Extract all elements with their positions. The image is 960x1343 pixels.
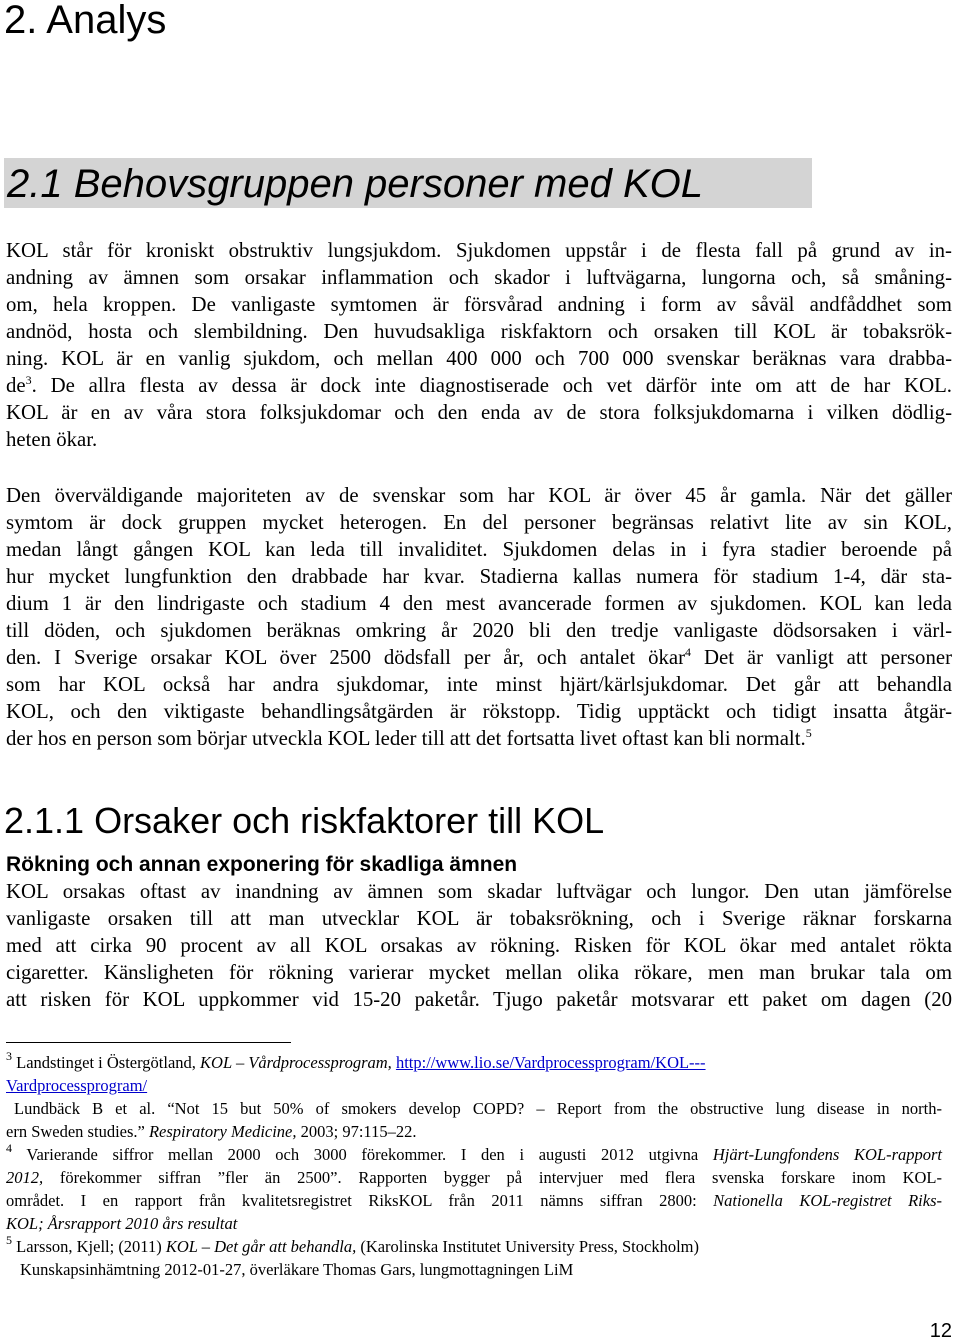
footnote-5-line: Kunskapsinhämtning 2012-01-27, överläkare Thomas Gars, lungmottagningen LiM — [20, 1260, 574, 1279]
text-fragment: ern Sweden studies.” — [6, 1122, 149, 1141]
footnote-ref[interactable]: 5 — [805, 726, 812, 740]
text-line: ning. KOL är en vanlig sjukdom, och mellan 400 000 och 700 000 svenskar beräknas vara drabba- — [6, 347, 952, 370]
subsection-heading: 2.1.1 Orsaker och riskfaktorer till KOL — [4, 800, 605, 841]
text-line: andnöd, hosta och slembildning. Den huvudsakliga riskfaktorn och orsaken till KOL är tobaksrök- — [6, 320, 952, 343]
text-line — [6, 644, 952, 671]
footnote-number: 4 — [6, 1141, 12, 1155]
text-line: medan långt gången KOL kan leda till invaliditet. Sjukdomen delas in i fyra stadier beroende på — [6, 538, 952, 561]
text-line: dium 1 är den lindrigaste och stadium 4 den mest avancerade formen av sjukdomen. KOL kan leda — [6, 592, 952, 615]
text-fragment: 2012, — [6, 1168, 44, 1187]
footnote-3-line: Lundbäck B et al. “Not 15 but 50% of smokers develop COPD? – Report from the obstructive lung disease in north- — [14, 1099, 942, 1118]
footnote-number: 5 — [6, 1233, 12, 1247]
footnote-separator — [6, 1042, 291, 1043]
subsubsection-heading: Rökning och annan exponering för skadliga ämnen — [6, 853, 518, 876]
text-line: cigaretter. Känsligheten för rökning varierar mycket mellan olika rökare, men man brukar tala om — [6, 961, 952, 984]
text-line: KOL är en av våra stora folksjukdomar och den enda av de stora folksjukdomarna i vilken dödlig- — [6, 401, 952, 424]
text-line: som har KOL också har andra sjukdomar, inte minst hjärt/kärlsjukdomar. Det går att behandla — [6, 673, 952, 696]
text-fragment: området. I en rapport från kvalitetsregistret RiksKOL från 2011 nämns siffran 2800: — [6, 1191, 714, 1210]
text-fragment: Larsson, Kjell; (2011) — [12, 1237, 166, 1256]
text-fragment: Hjärt-Lungfondens KOL-rapport — [712, 1145, 942, 1164]
text-line — [6, 372, 952, 399]
text-line: symtom är dock gruppen mycket heterogen. En del personer begränsas relativt lite av sin KOL, — [6, 511, 952, 534]
text-line: KOL, och den viktigaste behandlingsåtgärden är rökstopp. Tidig upptäckt och tidigt insatta åtgär- — [6, 700, 952, 723]
text-line: KOL orsakas oftast av inandning av ämnen som skadar luftvägar och lungor. Den utan jämförelse — [6, 880, 952, 903]
text-fragment: förekommer siffran ”fler än 2500”. Rapporten bygger på intervjuer med flera svenska forskare inom KOL- — [43, 1168, 942, 1187]
footnote-3-line — [6, 1075, 147, 1097]
chapter-heading: 2. Analys — [4, 0, 167, 42]
text-fragment: der hos en person som börjar utveckla KOL leder till att det fortsatta livet oftast kan bli normalt. — [6, 727, 806, 750]
text-line: om, hela kroppen. De vanligaste symtomen är försvårad andning i form av såväl andfåddhet som — [6, 293, 952, 316]
footnote-3 — [6, 1049, 706, 1074]
text-fragment: Landstinget i Östergötland, — [12, 1053, 201, 1072]
text-line: till döden, och sjukdomen beräknas omkring år 2020 bli den tredje vanligaste dödsorsaken i värl- — [6, 619, 952, 642]
footnote-number: 3 — [6, 1049, 12, 1063]
text-fragment: Nationella KOL-registret Riks- — [713, 1191, 942, 1210]
footnote-ref[interactable]: 3 — [25, 373, 32, 387]
text-line: Den överväldigande majoriteten av de svenskar som har KOL är över 45 år gamla. När det gäller — [6, 484, 952, 507]
section-heading: 2.1 Behovsgruppen personer med KOL — [4, 158, 812, 208]
footnote-link[interactable]: http://www.lio.se/Vardprocessprogram/KOL--- — [395, 1053, 706, 1072]
text-line: heten ökar. — [6, 428, 98, 451]
text-line — [6, 725, 812, 752]
text-line: att risken för KOL uppkommer vid 15-20 paketår. Tjugo paketår motsvarar ett paket om dagen (20 — [6, 988, 952, 1011]
text-fragment: . De allra flesta av dessa är dock inte diagnostiserade och vet därför inte om att de har KOL. — [31, 374, 952, 397]
footnote-ref[interactable]: 4 — [685, 645, 692, 659]
footnote-4-line — [6, 1190, 942, 1212]
text-fragment: KOL – Vårdprocessprogram, — [200, 1053, 392, 1072]
text-fragment: KOL; Årsrapport 2010 års resultat — [6, 1214, 238, 1233]
text-line: KOL står för kroniskt obstruktiv lungsjukdom. Sjukdomen uppstår i de flesta fall på grund av in- — [6, 239, 952, 262]
page-number: 12 — [929, 1320, 952, 1342]
text-line: hur mycket lungfunktion den drabbade har kvar. Stadierna kallas numera för stadium 1-4, där sta- — [6, 565, 952, 588]
text-fragment: Respiratory Medicine, — [148, 1122, 297, 1141]
footnote-4 — [6, 1141, 942, 1166]
text-fragment: de — [6, 374, 26, 397]
footnote-5 — [6, 1233, 699, 1258]
text-line: vanligaste orsaken till att man utvecklar KOL är tobaksrökning, och i Sverige räknar forskarna — [6, 907, 952, 930]
footnote-link[interactable]: Vardprocessprogram/ — [6, 1076, 148, 1095]
text-fragment: Det är vanligt att personer — [691, 646, 953, 669]
text-fragment: 2003; 97:115–22. — [296, 1122, 417, 1141]
text-line: med att cirka 90 procent av all KOL orsakas av rökning. Risken för KOL ökar med antalet rökta — [6, 934, 952, 957]
text-line: andning av ämnen som orsakar inflammation och skador i luftvägarna, lungorna och, så småning- — [6, 266, 952, 289]
text-fragment: den. I Sverige orsakar KOL över 2500 dödsfall per år, och antalet ökar — [6, 646, 686, 669]
text-fragment: Varierande siffror mellan 2000 och 3000 förekommer. I den i augusti 2012 utgivna — [12, 1145, 713, 1164]
text-fragment: KOL – Det går att behandla, — [165, 1237, 357, 1256]
footnote-4-line — [6, 1213, 237, 1235]
footnote-4-line — [6, 1167, 942, 1189]
text-fragment: (Karolinska Institutet University Press, Stockholm) — [356, 1237, 699, 1256]
footnote-3-line — [6, 1121, 416, 1143]
